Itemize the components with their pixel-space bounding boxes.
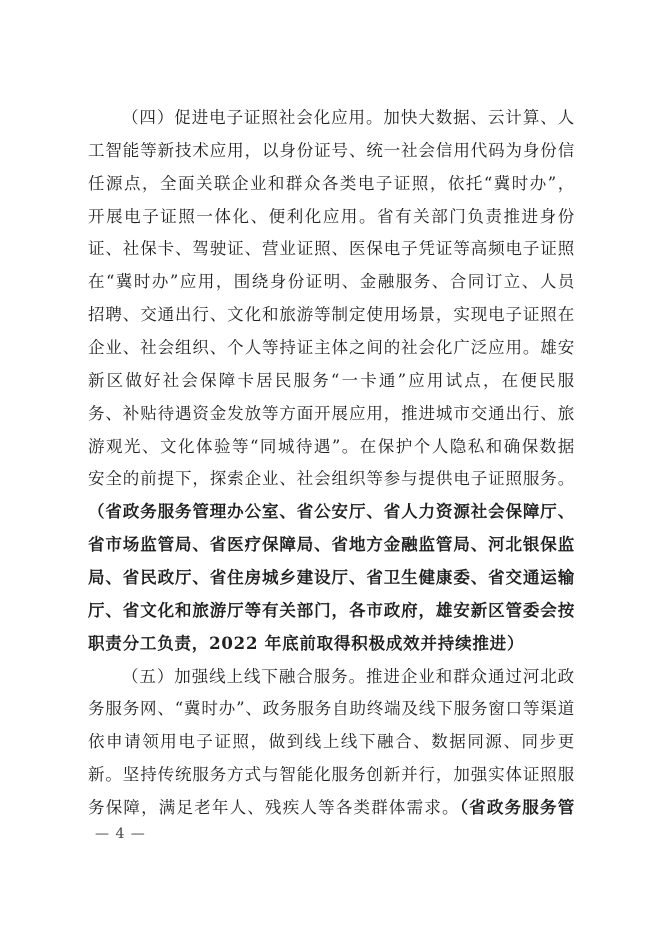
responsibility-line: 厅、省文化和旅游厅等有关部门，各市政府，雄安新区管委会按 xyxy=(88,600,575,620)
paragraph-line: （四）促进电子证照社会化应用。加快大数据、云计算、人 xyxy=(122,108,575,127)
section-5-paragraph xyxy=(88,661,575,825)
paragraph-line: 在“冀时办”应用，围绕身份证明、金融服务、合同订立、人员 xyxy=(88,272,575,292)
paragraph-line: 任源点，全面关联企业和群众各类电子证照，依托“冀时办”， xyxy=(88,173,575,193)
responsibility-line: （省政务服务管理办公室、省公安厅、省人力资源社会保障厅、 xyxy=(88,502,575,522)
paragraph-line: 依申请领用电子证照，做到线上线下融合、数据同源、同步更 xyxy=(88,732,575,752)
responsibility-line: 职责分工负责，2022 年底前取得积极成效并持续推进） xyxy=(88,633,525,653)
paragraph-line: 新区做好社会保障卡居民服务“一卡通”应用试点，在便民服 xyxy=(88,370,575,390)
paragraph-line: 证、社保卡、驾驶证、营业证照、医保电子凭证等高频电子证照 xyxy=(88,239,575,259)
paragraph-line: （五）加强线上线下融合服务。推进企业和群众通过河北政 xyxy=(122,666,575,686)
paragraph-line: 工智能等新技术应用，以身份证号、统一社会信用代码为身份信 xyxy=(88,140,575,160)
document-body xyxy=(88,102,575,825)
paragraph-line: 新。坚持传统服务方式与智能化服务创新并行，加强实体证照服 xyxy=(88,765,575,785)
page-number: — 4 — xyxy=(95,826,146,842)
responsibility-text: （省政务服务管 xyxy=(459,798,575,818)
paragraph-line: 开展电子证照一体化、便利化应用。省有关部门负责推进身份 xyxy=(88,206,575,226)
responsibility-line: 省市场监管局、省医疗保障局、省地方金融监管局、河北银保监 xyxy=(88,535,575,555)
responsibility-line: 局、省民政厅、省住房城乡建设厅、省卫生健康委、省交通运输 xyxy=(88,568,575,588)
paragraph-line: 安全的前提下，探索企业、社会组织等参与提供电子证照服务。 xyxy=(88,469,575,489)
paragraph-line: 务、补贴待遇资金发放等方面开展应用，推进城市交通出行、旅 xyxy=(88,403,575,423)
section-4-paragraph xyxy=(88,102,575,661)
paragraph-line: 务服务网、“冀时办”、政务服务自助终端及线下服务窗口等渠道 xyxy=(88,699,575,719)
paragraph-line: 招聘、交通出行、文化和旅游等制定使用场景，实现电子证照在 xyxy=(88,305,575,325)
paragraph-line: 企业、社会组织、个人等持证主体之间的社会化广泛应用。雄安 xyxy=(88,338,575,358)
paragraph-line xyxy=(88,792,575,825)
paragraph-line: 游观光、文化体验等“同城待遇”。在保护个人隐私和确保数据 xyxy=(88,436,575,456)
paragraph-text: 务保障，满足老年人、残疾人等各类群体需求。 xyxy=(88,798,460,818)
